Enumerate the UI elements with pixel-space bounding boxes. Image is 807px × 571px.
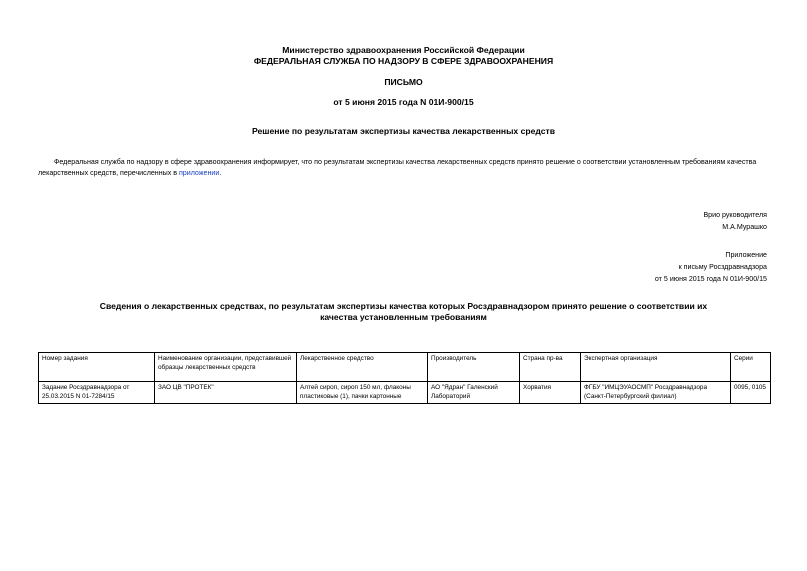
table-row xyxy=(39,382,771,404)
col-header-manufacturer: Производитель xyxy=(428,353,520,382)
col-header-task: Номер задания xyxy=(39,353,155,382)
paragraph-end: . xyxy=(219,169,222,177)
col-header-drug: Лекарственное средство xyxy=(297,353,428,382)
service-name: ФЕДЕРАЛЬНАЯ СЛУЖБА ПО НАДЗОРУ В СФЕРЕ ЗДРАВООХРАНЕНИЯ xyxy=(253,56,554,66)
signature-block xyxy=(703,209,767,233)
cell-series: 0095, 0105 xyxy=(731,382,771,404)
appendix-link[interactable]: приложении xyxy=(178,169,220,177)
cell-manufacturer: АО "Ядран" Галенский Лабораторий xyxy=(428,382,520,404)
col-header-org: Наименование организации, представившей образцы лекарственных средств xyxy=(155,353,297,382)
drug-table xyxy=(38,352,771,404)
ministry-name: Министерство здравоохранения Российской Федерации xyxy=(282,45,525,55)
paragraph-text: Федеральная служба по надзору в сфере здравоохранения информирует, что по результатам экспертизы качества лекарственных средств принято решение о соответствии установленным требованиям качества лекарственных средств, перечисленных в xyxy=(38,158,757,177)
appendix-reference xyxy=(655,249,767,285)
cell-drug: Алтей сироп, сироп 150 мл, флаконы пластиковые (1), пачки картонные xyxy=(297,382,428,404)
signer-name: М.А.Мурашко xyxy=(722,223,767,231)
appendix-title: Сведения о лекарственных средствах, по результатам экспертизы качества которых Росздравнадзором принято решение о соответствии их качества установленным требованиям xyxy=(99,301,708,322)
appendix-date: от 5 июня 2015 года N 01И-900/15 xyxy=(654,275,767,283)
doc-subject: Решение по результатам экспертизы качества лекарственных средств xyxy=(251,126,556,136)
signer-position: Врио руководителя xyxy=(703,211,767,219)
cell-expert: ФГБУ "ИМЦЭУАОСМП" Росздравнадзора (Санкт-Петербургский филиал) xyxy=(581,382,731,404)
doc-date: от 5 июня 2015 года N 01И-900/15 xyxy=(333,97,474,107)
table-header-row xyxy=(39,353,771,382)
main-paragraph xyxy=(38,157,770,179)
cell-org: ЗАО ЦВ "ПРОТЕК" xyxy=(155,382,297,404)
appendix-to-letter: к письму Росздравнадзора xyxy=(678,263,767,271)
col-header-series: Серии xyxy=(731,353,771,382)
appendix-label: Приложение xyxy=(725,251,767,259)
col-header-expert: Экспертная организация xyxy=(581,353,731,382)
cell-task: Задание Росздравнадзора от 25.03.2015 N 01-7284/15 xyxy=(39,382,155,404)
cell-country: Хорватия xyxy=(520,382,581,404)
doc-type: ПИСЬМО xyxy=(384,77,423,87)
col-header-country: Страна пр-ва xyxy=(520,353,581,382)
